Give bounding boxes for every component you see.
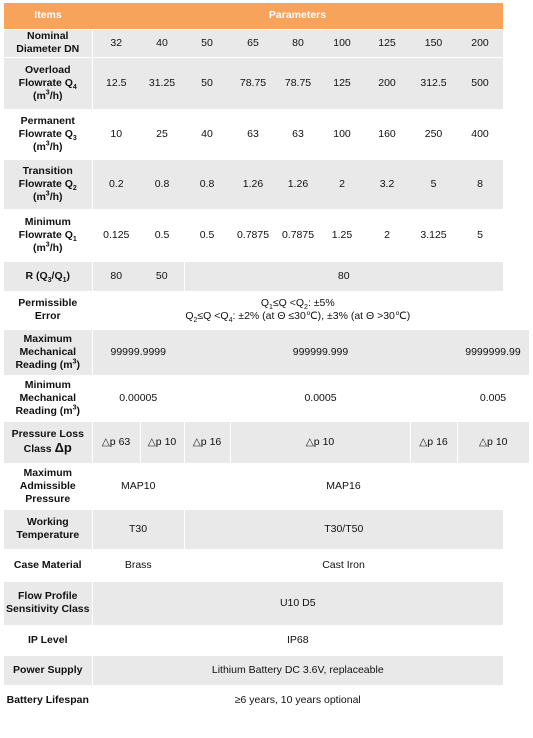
cell: 2 (320, 159, 364, 209)
header-parameters: Parameters (92, 3, 503, 29)
cell: 0.7875 (276, 209, 320, 261)
row-ratio (4, 261, 529, 291)
row-working-temperature (4, 509, 529, 549)
cell: 312.5 (410, 57, 457, 109)
label-map: Maximum Admissible Pressure (4, 463, 92, 509)
permissible-error-value: $Q_1\le Q <Q_2$: ±5% $Q_2\le Q <Q_4$: ±2% (at Θ ≤30℃), ±3% (at Θ >30℃) (92, 291, 503, 329)
row-max-reading (4, 329, 529, 375)
row-battery-lifespan (4, 685, 529, 715)
label-permissible-error: Permissible Error (4, 291, 92, 329)
cell: Lithium Battery DC 3.6V, replaceable (92, 655, 503, 685)
label-nominal-diameter: Nominal Diameter DN (4, 29, 92, 57)
cell: 0.2 (92, 159, 140, 209)
row-minimum-flowrate (4, 209, 529, 261)
cell: 78.75 (230, 57, 276, 109)
cell: 3.2 (364, 159, 410, 209)
cell: △p 16 (184, 421, 230, 463)
row-flow-profile (4, 581, 529, 625)
label-power-supply: Power Supply (4, 655, 92, 685)
row-ip-level (4, 625, 529, 655)
cell: 0.125 (92, 209, 140, 261)
cell: 5 (410, 159, 457, 209)
parameters-table (4, 3, 529, 716)
cell: △p 10 (140, 421, 184, 463)
cell: 0.00005 (92, 375, 184, 421)
label-ratio: R $(Q_3/Q_1)$ (4, 261, 92, 291)
row-overload-flowrate (4, 57, 529, 109)
cell: IP68 (92, 625, 503, 655)
label-ip-level: IP Level (4, 625, 92, 655)
cell: 0.8 (140, 159, 184, 209)
cell: 32 (92, 29, 140, 57)
label-case-material: Case Material (4, 549, 92, 581)
cell: 0.0005 (184, 375, 457, 421)
label-minimum-flowrate: Minimum Flowrate $Q_1$ $(m^3/h)$ (4, 209, 92, 261)
label-overload-flowrate: Overload Flowrate $Q_4$ $(m^3/h)$ (4, 57, 92, 109)
cell: △p 16 (410, 421, 457, 463)
cell: 2 (364, 209, 410, 261)
cell: 40 (140, 29, 184, 57)
cell: △p 10 (230, 421, 410, 463)
cell: 40 (184, 109, 230, 159)
row-nominal-diameter (4, 29, 529, 57)
row-map (4, 463, 529, 509)
row-transition-flowrate (4, 159, 529, 209)
cell: MAP10 (92, 463, 184, 509)
cell: MAP16 (184, 463, 503, 509)
cell: ≥6 years, 10 years optional (92, 685, 503, 715)
label-transition-flowrate: Transition Flowrate $Q_2$ $(m^3/h)$ (4, 159, 92, 209)
cell: △p 63 (92, 421, 140, 463)
cell: 1.26 (230, 159, 276, 209)
cell: 3.125 (410, 209, 457, 261)
row-case-material (4, 549, 529, 581)
cell: 999999.999 (184, 329, 457, 375)
cell: 0.8 (184, 159, 230, 209)
cell: 5 (457, 209, 503, 261)
cell: T30/T50 (184, 509, 503, 549)
label-working-temperature: Working Temperature (4, 509, 92, 549)
cell: Brass (92, 549, 184, 581)
row-min-reading (4, 375, 529, 421)
cell: Cast Iron (184, 549, 503, 581)
cell: 0.7875 (230, 209, 276, 261)
label-permanent-flowrate: Permanent Flowrate $Q_3$ $(m^3/h)$ (4, 109, 92, 159)
cell: T30 (92, 509, 184, 549)
cell: 80 (184, 261, 503, 291)
cell: 1.25 (320, 209, 364, 261)
cell: 31.25 (140, 57, 184, 109)
cell: 125 (364, 29, 410, 57)
row-power-supply (4, 655, 529, 685)
cell: 80 (92, 261, 140, 291)
row-permissible-error (4, 291, 529, 329)
cell: 0.5 (184, 209, 230, 261)
cell: 9999999.99 (457, 329, 529, 375)
cell: 50 (184, 29, 230, 57)
row-pressure-loss (4, 421, 529, 463)
cell: 0.5 (140, 209, 184, 261)
cell: 0.005 (457, 375, 529, 421)
row-permanent-flowrate (4, 109, 529, 159)
cell: 100 (320, 29, 364, 57)
cell: 10 (92, 109, 140, 159)
cell: 78.75 (276, 57, 320, 109)
cell: 63 (230, 109, 276, 159)
cell: 65 (230, 29, 276, 57)
cell: 400 (457, 109, 503, 159)
cell: 500 (457, 57, 503, 109)
cell: 125 (320, 57, 364, 109)
cell: 50 (184, 57, 230, 109)
cell: 150 (410, 29, 457, 57)
cell: 1.26 (276, 159, 320, 209)
cell: 99999.9999 (92, 329, 184, 375)
cell: 160 (364, 109, 410, 159)
label-flow-profile: Flow Profile Sensitivity Class (4, 581, 92, 625)
cell: 8 (457, 159, 503, 209)
cell: 250 (410, 109, 457, 159)
label-pressure-loss: Pressure Loss Class Δp (4, 421, 92, 463)
label-battery-lifespan: Battery Lifespan (4, 685, 92, 715)
cell: △p 10 (457, 421, 529, 463)
label-max-reading: Maximum Mechanical Reading $(m^3)$ (4, 329, 92, 375)
cell: 200 (364, 57, 410, 109)
cell: 80 (276, 29, 320, 57)
delta-p-symbol: Δp (54, 440, 72, 455)
cell: U10 D5 (92, 581, 503, 625)
cell: 50 (140, 261, 184, 291)
header-items: Items (4, 3, 92, 29)
cell: 100 (320, 109, 364, 159)
table-header (4, 3, 529, 29)
cell: 200 (457, 29, 503, 57)
cell: 63 (276, 109, 320, 159)
cell: 12.5 (92, 57, 140, 109)
cell: 25 (140, 109, 184, 159)
label-min-reading: Minimum Mechanical Reading $(m^3)$ (4, 375, 92, 421)
